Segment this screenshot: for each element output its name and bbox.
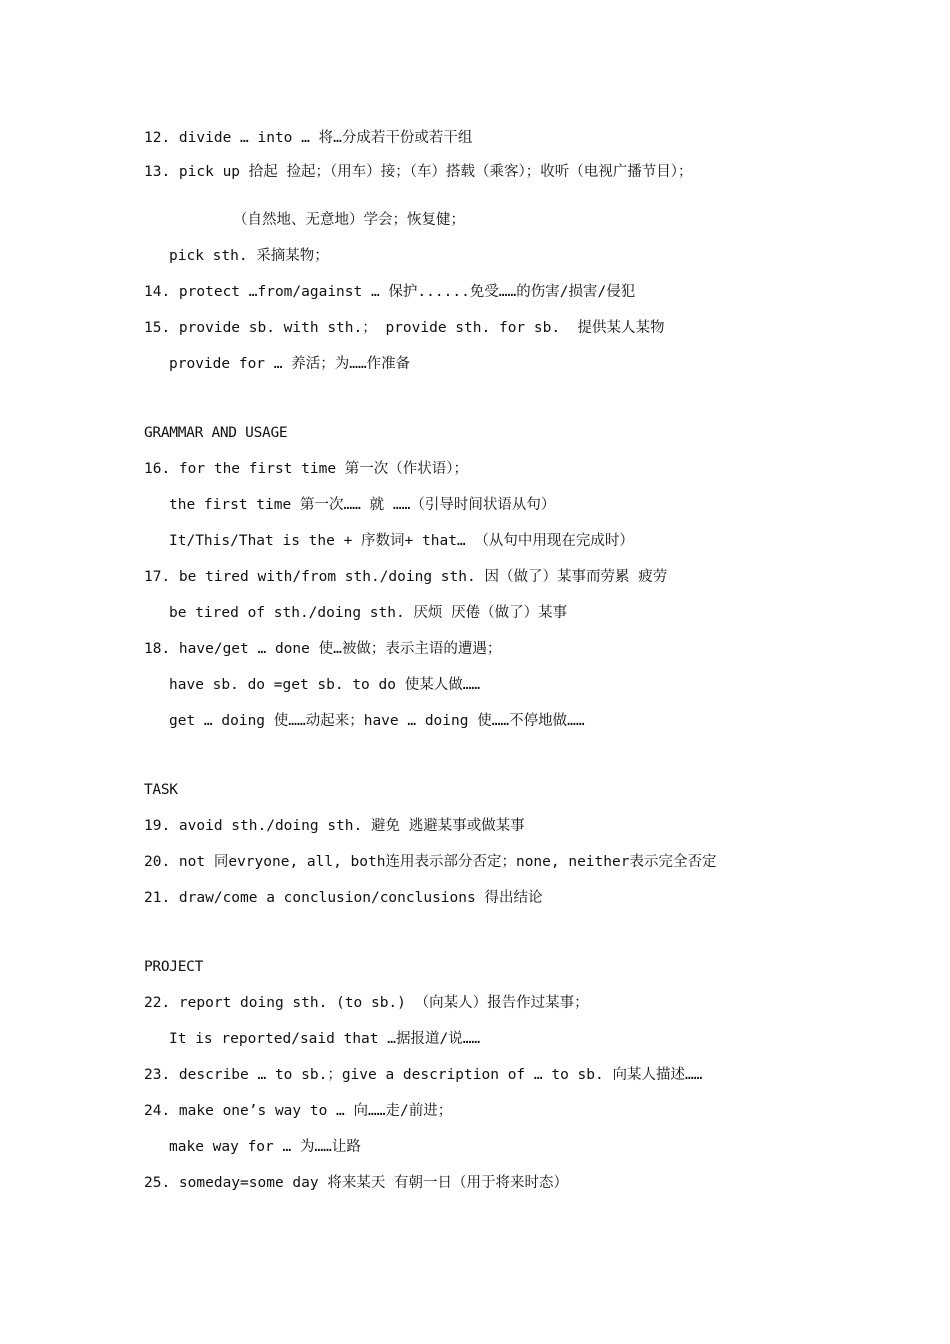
section-heading-task: TASK <box>144 782 178 798</box>
entry-17-sub: be tired of sth./doing sth. 厌烦 厌倦（做了）某事 <box>169 605 568 621</box>
entry-15-sub: provide for … 养活；为……作准备 <box>169 356 411 372</box>
entry-22: 22. report doing sth. (to sb.) （向某人）报告作过某事； <box>144 995 589 1011</box>
entry-16-sub-1: the first time 第一次…… 就 ……（引导时间状语从句） <box>169 497 556 513</box>
section-heading-project: PROJECT <box>144 959 204 975</box>
entry-24: 24. make one’s way to … 向……走/前进； <box>144 1103 453 1119</box>
entry-19: 19. avoid sth./doing sth. 避免 逃避某事或做某事 <box>144 818 525 834</box>
entry-18-sub-1: have sb. do =get sb. to do 使某人做…… <box>169 677 481 693</box>
entry-23: 23. describe … to sb.；give a description of … to sb. 向某人描述…… <box>144 1067 703 1083</box>
entry-22-sub: It is reported/said that …据报道/说…… <box>169 1031 481 1047</box>
section-heading-grammar: GRAMMAR AND USAGE <box>144 425 288 441</box>
entry-14: 14. protect …from/against … 保护......免受……的伤害/损害/侵犯 <box>144 284 636 300</box>
document-page <box>144 120 904 1201</box>
entry-18: 18. have/get … done 使…被做；表示主语的遭遇； <box>144 641 502 657</box>
entry-13: 13. pick up 拾起 捡起；（用车）接；（车）搭载（乘客）；收听（电视广播节目）； <box>144 164 693 180</box>
entry-13-continuation: （自然地、无意地）学会；恢复健； <box>233 212 465 228</box>
entry-24-sub: make way for … 为……让路 <box>169 1139 361 1155</box>
entry-12: 12. divide … into … 将…分成若干份或若干组 <box>144 130 473 146</box>
entry-18-sub-2: get … doing 使……动起来；have … doing 使……不停地做…… <box>169 713 585 729</box>
entry-16: 16. for the first time 第一次（作状语）； <box>144 461 469 477</box>
entry-15: 15. provide sb. with sth.； provide sth. for sb. 提供某人某物 <box>144 320 665 336</box>
entry-17: 17. be tired with/from sth./doing sth. 因（做了）某事而劳累 疲劳 <box>144 569 668 585</box>
entry-20: 20. not 同evryone, all, both连用表示部分否定；none, neither表示完全否定 <box>144 854 717 870</box>
entry-13-sub: pick sth. 采摘某物； <box>169 248 329 264</box>
entry-16-sub-2: It/This/That is the + 序数词+ that… （从句中用现在完成时） <box>169 533 634 549</box>
entry-25: 25. someday=some day 将来某天 有朝一日（用于将来时态） <box>144 1175 569 1191</box>
entry-21: 21. draw/come a conclusion/conclusions 得出结论 <box>144 890 543 906</box>
